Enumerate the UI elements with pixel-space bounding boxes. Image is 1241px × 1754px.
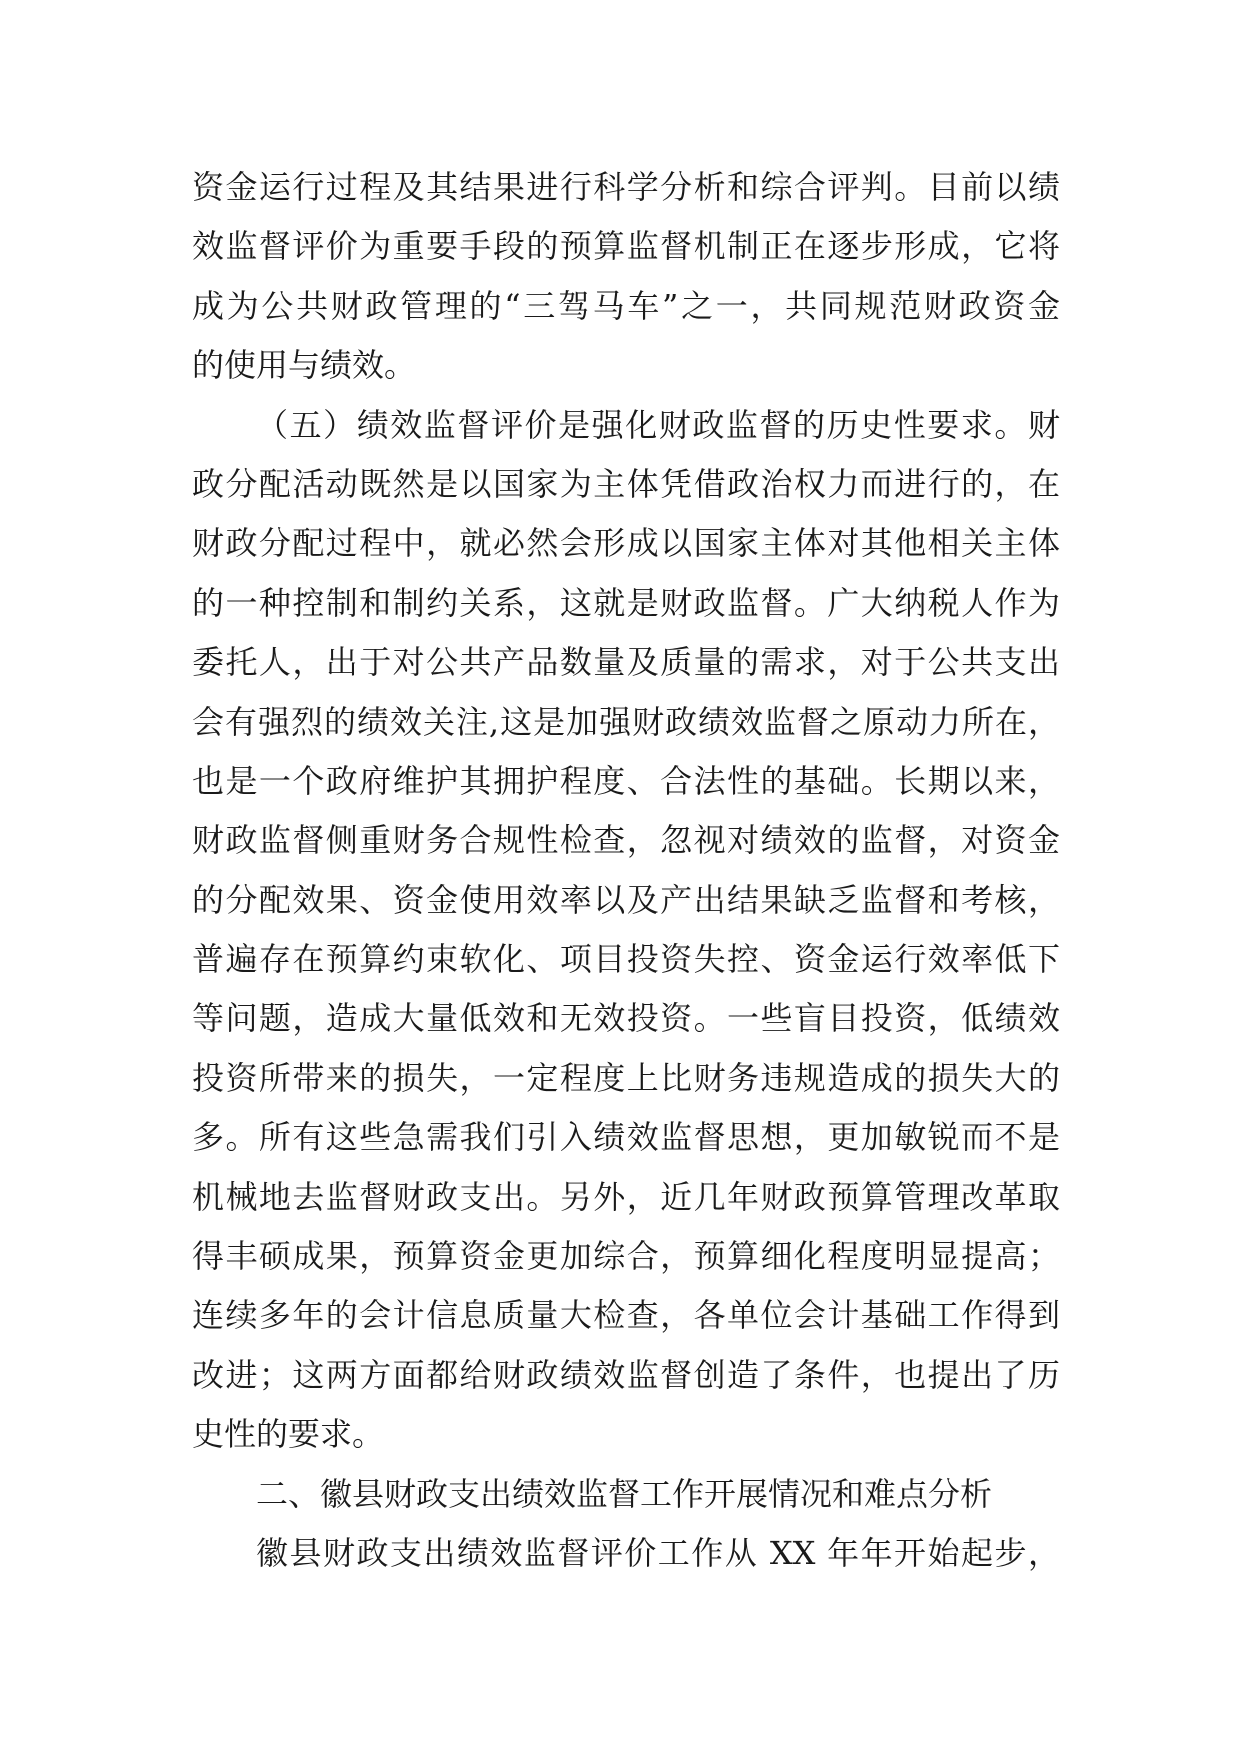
- paragraph-line: 的分配效果、资金使用效率以及产出结果缺乏监督和考核，: [192, 880, 1060, 919]
- paragraph-line: 多。所有这些急需我们引入绩效监督思想，更加敏锐而不是: [192, 1118, 1060, 1157]
- paragraph-line: 的一种控制和制约关系，这就是财政监督。广大纳税人作为: [192, 583, 1060, 622]
- paragraph-line: 的使用与绩效。: [192, 346, 417, 385]
- section-heading: 二、徽县财政支出绩效监督工作开展情况和难点分析: [256, 1474, 993, 1513]
- paragraph-line: 委托人，出于对公共产品数量及质量的需求，对于公共支出: [192, 643, 1060, 682]
- paragraph-line: 也是一个政府维护其拥护程度、合法性的基础。长期以来，: [192, 761, 1060, 800]
- paragraph-line: 得丰硕成果，预算资金更加综合，预算细化程度明显提高；: [192, 1237, 1060, 1276]
- paragraph-line: 等问题，造成大量低效和无效投资。一些盲目投资，低绩效: [192, 999, 1060, 1038]
- paragraph-line: 资金运行过程及其结果进行科学分析和综合评判。目前以绩: [192, 168, 1060, 206]
- body-text: [192, 158, 1060, 1583]
- paragraph-line: 效监督评价为重要手段的预算监督机制正在逐步形成，它将: [192, 227, 1060, 266]
- paragraph-line: 政分配活动既然是以国家为主体凭借政治权力而进行的，在: [192, 464, 1060, 503]
- paragraph-line: 投资所带来的损失，一定程度上比财务违规造成的损失大的: [192, 1058, 1060, 1097]
- paragraph-line: 财政分配过程中，就必然会形成以国家主体对其他相关主体: [192, 524, 1060, 563]
- paragraph-line: 连续多年的会计信息质量大检查，各单位会计基础工作得到: [192, 1296, 1060, 1335]
- paragraph-line: 会有强烈的绩效关注,这是加强财政绩效监督之原动力所在，: [192, 702, 1060, 741]
- paragraph-line: 成为公共财政管理的“三驾马车”之一，共同规范财政资金: [192, 286, 1060, 325]
- paragraph-line: 机械地去监督财政支出。另外，近几年财政预算管理改革取: [192, 1177, 1060, 1216]
- paragraph-line: 普遍存在预算约束软化、项目投资失控、资金运行效率低下: [192, 940, 1060, 979]
- paragraph-line: 史性的要求。: [192, 1415, 385, 1454]
- paragraph-line: 财政监督侧重财务合规性检查，忽视对绩效的监督，对资金: [192, 821, 1060, 860]
- paragraph-line: （五）绩效监督评价是强化财政监督的历史性要求。财: [256, 405, 1060, 444]
- paragraph-line: 改进；这两方面都给财政绩效监督创造了条件，也提出了历: [192, 1355, 1060, 1394]
- paragraph-line: 徽县财政支出绩效监督评价工作从 XX 年年开始起步，: [256, 1533, 1060, 1572]
